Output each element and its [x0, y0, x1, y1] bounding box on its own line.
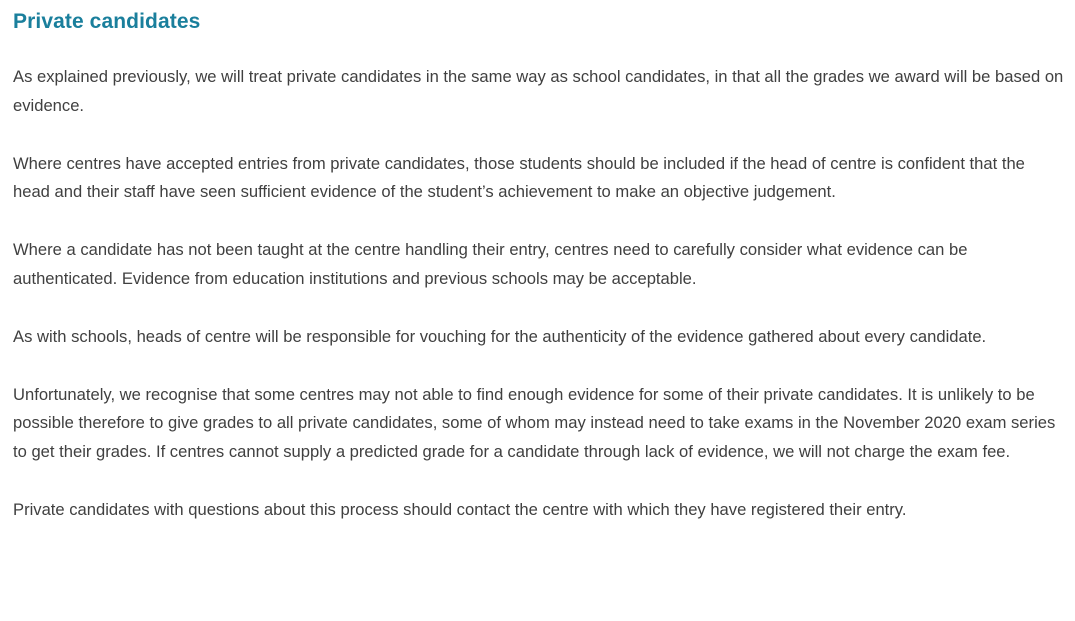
article-body: [13, 8, 1065, 554]
paragraph-treatment-of-private-candidates: As explained previously, we will treat private candidates in the same way as school candidates, in that all the grades we award will be based on evidence.: [13, 67, 1064, 115]
paragraph-heads-of-centre-responsibility: As with schools, heads of centre will be responsible for vouching for the authenticity of the evidence gathered about every candidate.: [13, 326, 987, 346]
paragraph-accepted-entries: Where centres have accepted entries from private candidates, those students should be included if the head of centre is confident that the head and their staff have seen sufficient evidence of the student’s achievement to make an objective judgement.: [13, 153, 1025, 202]
paragraph-evidence-authentication: Where a candidate has not been taught at the centre handling their entry, centres need to carefully consider what evidence can be authenticated. Evidence from education institutions and previous schools may be acceptable.: [13, 240, 968, 288]
section-heading: Private candidates: [13, 10, 201, 33]
paragraph-contact-centre: Private candidates with questions about this process should contact the centre with which they have registered their entry.: [13, 499, 907, 519]
paragraph-insufficient-evidence: Unfortunately, we recognise that some centres may not able to find enough evidence for some of their private candidates. It is unlikely to be possible therefore to give grades to all private candidates, some of whom may instead need to take exams in the November 2020 exam series to get their grades. If centres cannot supply a predicted grade for a candidate through lack of evidence, we will not charge the exam fee.: [13, 384, 1056, 462]
